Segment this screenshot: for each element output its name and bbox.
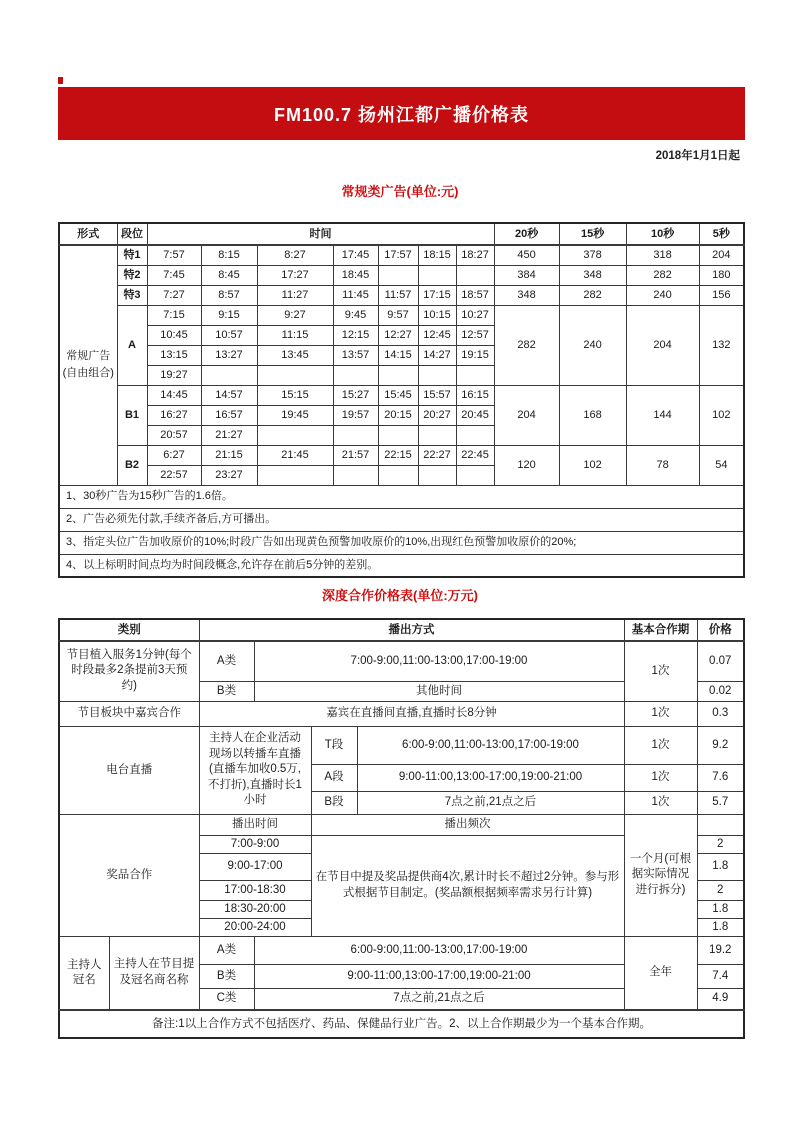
time-cell: 17:45 (333, 245, 378, 265)
time-cell: 21:45 (257, 445, 333, 465)
time-cell: 18:57 (456, 285, 494, 305)
class-label: B段 (311, 791, 357, 814)
time-cell: 13:15 (147, 345, 201, 365)
time-cell: 16:27 (147, 405, 201, 425)
time-cell: 15:15 (257, 385, 333, 405)
price-cell: 0.07 (697, 641, 744, 681)
table-row (59, 641, 744, 681)
regular-ads-price-table (58, 222, 745, 578)
price-cell: 156 (699, 285, 744, 305)
note-row (59, 508, 744, 531)
class-label: B类 (199, 964, 254, 988)
table-row (59, 936, 744, 964)
time-cell: 14:57 (201, 385, 257, 405)
time-cell (378, 425, 418, 445)
time-range: 7点之前,21点之后 (357, 791, 624, 814)
price-cell: 348 (559, 265, 626, 285)
price-cell (697, 814, 744, 835)
time-cell: 20:15 (378, 405, 418, 425)
time-cell: 19:15 (456, 345, 494, 365)
category-label: 节目板块中嘉宾合作 (59, 701, 199, 726)
price-cell: 7.6 (697, 764, 744, 791)
time-cell: 7:27 (147, 285, 201, 305)
price-cell: 240 (559, 305, 626, 385)
time-cell: 9:45 (333, 305, 378, 325)
time-cell (418, 465, 456, 485)
time-cell (456, 365, 494, 385)
note-text: 2、广告必须先付款,手续齐备后,方可播出。 (59, 508, 744, 531)
time-cell (418, 265, 456, 285)
time-cell (257, 465, 333, 485)
price-cell: 120 (494, 445, 559, 485)
time-cell: 10:45 (147, 325, 201, 345)
time-range: 7:00-9:00 (199, 835, 311, 853)
time-cell: 12:57 (456, 325, 494, 345)
price-cell: 0.02 (697, 681, 744, 701)
period-cell: 1次 (624, 791, 697, 814)
slot-label: 特2 (117, 265, 147, 285)
time-cell: 11:45 (333, 285, 378, 305)
time-cell: 8:45 (201, 265, 257, 285)
period-cell: 1次 (624, 641, 697, 701)
price-cell: 144 (626, 385, 699, 445)
table-header-row (59, 223, 744, 245)
price-cell: 0.3 (697, 701, 744, 726)
price-cell: 282 (494, 305, 559, 385)
price-cell: 132 (699, 305, 744, 385)
subheader-broadcast-frequency: 播出频次 (311, 814, 624, 835)
category-label: 奖品合作 (59, 814, 199, 936)
table-row (59, 701, 744, 726)
banner (58, 87, 745, 140)
price-cell: 4.9 (697, 988, 744, 1010)
time-cell: 9:15 (201, 305, 257, 325)
price-cell: 102 (559, 445, 626, 485)
time-cell: 7:45 (147, 265, 201, 285)
price-cell: 2 (697, 880, 744, 900)
time-cell: 20:45 (456, 405, 494, 425)
table-row (59, 814, 744, 835)
effective-date: 2018年1月1日起 (655, 150, 740, 162)
price-cell: 1.8 (697, 918, 744, 936)
price-cell: 204 (626, 305, 699, 385)
period-cell: 1次 (624, 726, 697, 764)
price-cell: 348 (494, 285, 559, 305)
price-cell: 7.4 (697, 964, 744, 988)
time-cell (378, 365, 418, 385)
time-cell: 14:45 (147, 385, 201, 405)
time-range: 9:00-17:00 (199, 853, 311, 880)
time-cell: 8:27 (257, 245, 333, 265)
price-cell: 5.7 (697, 791, 744, 814)
time-cell: 17:57 (378, 245, 418, 265)
time-cell (418, 425, 456, 445)
time-cell (333, 425, 378, 445)
note-text: 3、指定头位广告加收原价的10%;时段广告如出现黄色预警加收原价的10%,出现红色预警加收原价的20%; (59, 531, 744, 554)
period-cell: 1次 (624, 701, 697, 726)
time-range: 18:30-20:00 (199, 900, 311, 918)
time-range: 7:00-9:00,11:00-13:00,17:00-19:00 (254, 641, 624, 681)
header-base-period: 基本合作期 (624, 619, 697, 641)
price-cell: 282 (559, 285, 626, 305)
time-cell: 12:27 (378, 325, 418, 345)
time-range: 20:00-24:00 (199, 918, 311, 936)
time-cell (333, 365, 378, 385)
time-cell (456, 465, 494, 485)
time-cell: 14:15 (378, 345, 418, 365)
table-row (59, 385, 744, 405)
time-cell: 16:57 (201, 405, 257, 425)
price-cell: 318 (626, 245, 699, 265)
time-range: 其他时间 (254, 681, 624, 701)
header-slot: 段位 (117, 223, 147, 245)
time-cell: 7:57 (147, 245, 201, 265)
time-cell: 13:57 (333, 345, 378, 365)
time-cell: 10:27 (456, 305, 494, 325)
time-cell: 13:27 (201, 345, 257, 365)
remark-text: 备注:1以上合作方式不包括医疗、药品、保健品行业广告。2、以上合作期最少为一个基本合作期。 (59, 1010, 744, 1038)
class-label: C类 (199, 988, 254, 1010)
price-cell: 378 (559, 245, 626, 265)
description-cell: 主持人在企业活动现场以转播车直播(直播车加收0.5万,不打折),直播时长1小时 (199, 726, 311, 814)
time-cell (456, 265, 494, 285)
time-cell (333, 465, 378, 485)
time-cell (378, 265, 418, 285)
time-cell: 9:57 (378, 305, 418, 325)
period-cell: 1次 (624, 764, 697, 791)
time-cell: 11:27 (257, 285, 333, 305)
time-range: 6:00-9:00,11:00-13:00,17:00-19:00 (254, 936, 624, 964)
price-cell: 450 (494, 245, 559, 265)
time-range: 17:00-18:30 (199, 880, 311, 900)
price-cell: 204 (699, 245, 744, 265)
time-cell: 10:57 (201, 325, 257, 345)
table-row (59, 265, 744, 285)
time-range: 6:00-9:00,11:00-13:00,17:00-19:00 (357, 726, 624, 764)
slot-label: A (117, 305, 147, 385)
price-cell: 1.8 (697, 900, 744, 918)
time-range: 9:00-11:00,13:00-17:00,19:00-21:00 (254, 964, 624, 988)
price-cell: 168 (559, 385, 626, 445)
price-cell: 2 (697, 835, 744, 853)
price-cell: 9.2 (697, 726, 744, 764)
header-20s: 20秒 (494, 223, 559, 245)
slot-label: 特1 (117, 245, 147, 265)
time-cell (456, 425, 494, 445)
time-cell: 10:15 (418, 305, 456, 325)
time-cell: 22:57 (147, 465, 201, 485)
time-cell (257, 425, 333, 445)
time-cell: 7:15 (147, 305, 201, 325)
table-header-row (59, 619, 744, 641)
header-price: 价格 (697, 619, 744, 641)
category-label: 电台直播 (59, 726, 199, 814)
time-cell: 16:15 (456, 385, 494, 405)
time-cell: 9:27 (257, 305, 333, 325)
time-range: 9:00-11:00,13:00-17:00,19:00-21:00 (357, 764, 624, 791)
page-title: FM100.7 扬州江都广播价格表 (273, 104, 530, 125)
time-cell: 15:45 (378, 385, 418, 405)
time-cell: 8:57 (201, 285, 257, 305)
time-cell: 6:27 (147, 445, 201, 465)
price-cell: 384 (494, 265, 559, 285)
category-label: 主持人冠名 (59, 936, 109, 1010)
header-10s: 10秒 (626, 223, 699, 245)
price-cell: 54 (699, 445, 744, 485)
table-row (59, 285, 744, 305)
header-category: 类别 (59, 619, 199, 641)
class-label: A类 (199, 936, 254, 964)
note-text: 1、30秒广告为15秒广告的1.6倍。 (59, 485, 744, 508)
time-range: 7点之前,21点之后 (254, 988, 624, 1010)
deep-cooperation-price-table (58, 618, 745, 1039)
time-cell: 12:45 (418, 325, 456, 345)
time-cell: 21:15 (201, 445, 257, 465)
class-label: T段 (311, 726, 357, 764)
time-cell: 14:27 (418, 345, 456, 365)
time-cell (201, 365, 257, 385)
time-cell: 22:15 (378, 445, 418, 465)
header-form: 形式 (59, 223, 117, 245)
note-row (59, 554, 744, 577)
header-15s: 15秒 (559, 223, 626, 245)
period-cell: 一个月(可根据实际情况进行拆分) (624, 814, 697, 936)
slot-label: 特3 (117, 285, 147, 305)
time-cell: 13:45 (257, 345, 333, 365)
class-label: A类 (199, 641, 254, 681)
time-cell: 19:57 (333, 405, 378, 425)
time-cell: 11:57 (378, 285, 418, 305)
slot-label: B2 (117, 445, 147, 485)
table-row (59, 245, 744, 265)
price-cell: 19.2 (697, 936, 744, 964)
subheader-broadcast-time: 播出时间 (199, 814, 311, 835)
time-cell: 21:27 (201, 425, 257, 445)
note-text: 4、以上标明时间点均为时间段概念,允许存在前后5分钟的差别。 (59, 554, 744, 577)
description-cell: 主持人在节目提及冠名商名称 (109, 936, 199, 1010)
table-row (59, 445, 744, 465)
note-row (59, 531, 744, 554)
time-cell: 15:27 (333, 385, 378, 405)
period-cell: 全年 (624, 936, 697, 1010)
time-cell: 22:45 (456, 445, 494, 465)
time-cell: 17:15 (418, 285, 456, 305)
time-cell: 19:45 (257, 405, 333, 425)
header-time: 时间 (147, 223, 494, 245)
price-cell: 78 (626, 445, 699, 485)
time-cell: 18:15 (418, 245, 456, 265)
price-cell: 282 (626, 265, 699, 285)
header-5s: 5秒 (699, 223, 744, 245)
form-label: 常规广告(自由组合) (59, 245, 117, 485)
note-row (59, 485, 744, 508)
time-cell (418, 365, 456, 385)
price-cell: 180 (699, 265, 744, 285)
price-cell: 1.8 (697, 853, 744, 880)
time-cell: 21:57 (333, 445, 378, 465)
time-cell: 20:27 (418, 405, 456, 425)
table-row (59, 726, 744, 764)
price-cell: 240 (626, 285, 699, 305)
time-cell: 15:57 (418, 385, 456, 405)
time-cell: 18:45 (333, 265, 378, 285)
time-cell (378, 465, 418, 485)
regular-ads-section-title: 常规类广告(单位:元) (341, 184, 459, 199)
time-cell: 17:27 (257, 265, 333, 285)
description-cell: 在节目中提及奖品提供商4次,累计时长不超过2分钟。参与形式根据节目制定。(奖品额根据频率需求另行计算) (311, 835, 624, 936)
deep-cooperation-section-title: 深度合作价格表(单位:万元) (322, 588, 478, 603)
time-cell (257, 365, 333, 385)
remark-row (59, 1010, 744, 1038)
table-row (59, 305, 744, 325)
time-cell: 8:15 (201, 245, 257, 265)
class-label: A段 (311, 764, 357, 791)
time-cell: 18:27 (456, 245, 494, 265)
class-label: B类 (199, 681, 254, 701)
description-cell: 嘉宾在直播间直播,直播时长8分钟 (199, 701, 624, 726)
time-cell: 20:57 (147, 425, 201, 445)
time-cell: 11:15 (257, 325, 333, 345)
category-label: 节目植入服务1分钟(每个时段最多2条提前3天预约) (59, 641, 199, 701)
slot-label: B1 (117, 385, 147, 445)
price-cell: 102 (699, 385, 744, 445)
time-cell: 12:15 (333, 325, 378, 345)
time-cell: 23:27 (201, 465, 257, 485)
time-cell: 22:27 (418, 445, 456, 465)
header-broadcast-mode: 播出方式 (199, 619, 624, 641)
corner-red-mark (58, 77, 63, 84)
time-cell: 19:27 (147, 365, 201, 385)
price-cell: 204 (494, 385, 559, 445)
